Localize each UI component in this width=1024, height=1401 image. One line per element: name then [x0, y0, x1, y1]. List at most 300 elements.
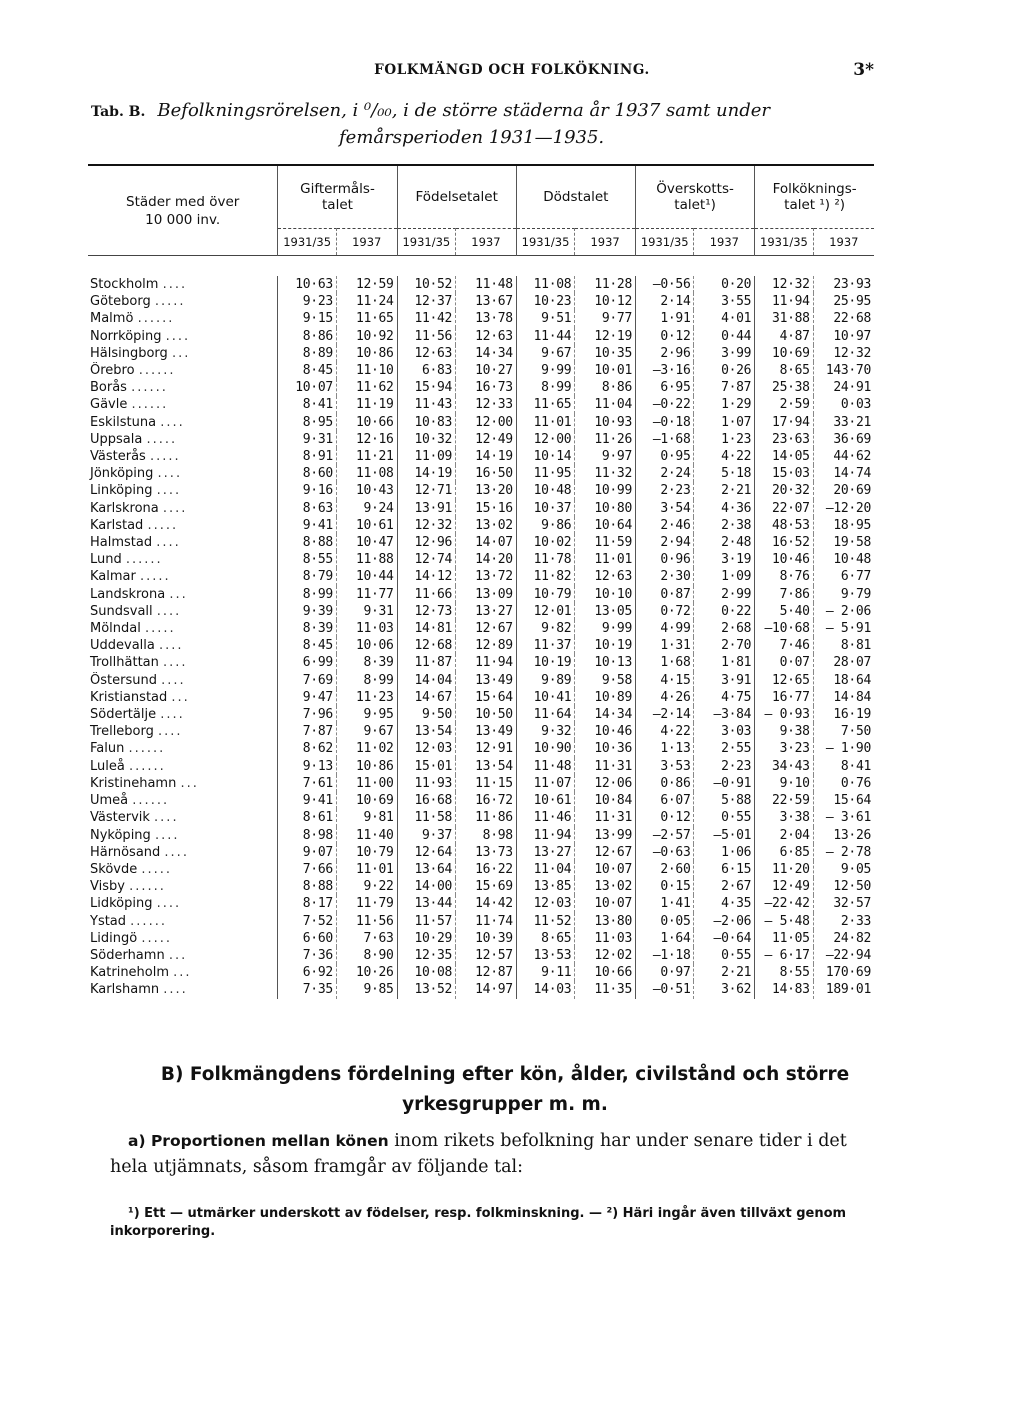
- value-cell: 8·45: [278, 362, 337, 379]
- value-cell: 0·12: [635, 328, 694, 345]
- value-cell: 2·38: [694, 517, 755, 534]
- city-header-line2: 10 000 inv.: [145, 211, 221, 228]
- value-cell: 8·95: [278, 414, 337, 431]
- value-cell: 11·40: [336, 827, 397, 844]
- city-name-cell: [88, 431, 278, 448]
- city-name: Karlstad: [90, 517, 144, 533]
- value-cell: 10·41: [516, 689, 575, 706]
- value-cell: 25·95: [813, 293, 874, 310]
- table-row: [88, 568, 874, 585]
- leader-dots: ....: [162, 500, 188, 516]
- value-cell: 11·10: [336, 362, 397, 379]
- city-name: Borås: [90, 380, 127, 396]
- city-name: Gävle: [90, 397, 128, 413]
- city-name: Lidingö: [90, 930, 138, 946]
- period-header: 1931/35: [516, 229, 575, 256]
- leader-dots: .....: [141, 930, 172, 946]
- city-name-cell: [88, 913, 278, 930]
- value-cell: 0·87: [635, 586, 694, 603]
- value-cell: 9·77: [575, 310, 636, 327]
- leader-dots: ....: [163, 655, 188, 671]
- value-cell: 2·55: [694, 740, 755, 757]
- value-cell: 0·12: [635, 809, 694, 826]
- city-name-cell: [88, 740, 278, 757]
- value-cell: 11·57: [397, 913, 456, 930]
- value-cell: 9·85: [336, 981, 397, 998]
- value-cell: 10·52: [397, 276, 456, 293]
- year-header: 1937: [813, 229, 874, 256]
- value-cell: 22·68: [813, 310, 874, 327]
- footnotes: ¹) Ett — utmärker underskott av födelser, resp. folkminskning. — ²) Häri ingår även tillväxt genom inkorporering.: [110, 1206, 847, 1239]
- value-cell: 0·76: [813, 775, 874, 792]
- value-cell: 10·61: [516, 792, 575, 809]
- value-cell: 8·45: [278, 637, 337, 654]
- value-cell: 9·39: [278, 603, 337, 620]
- value-cell: 11·03: [575, 930, 636, 947]
- leader-dots: ....: [154, 827, 180, 843]
- value-cell: 143·70: [813, 362, 874, 379]
- value-cell: 8·99: [278, 586, 337, 603]
- value-cell: 12·59: [336, 276, 397, 293]
- value-cell: —22·42: [755, 895, 814, 912]
- value-cell: 9·97: [575, 448, 636, 465]
- value-cell: 13·27: [516, 844, 575, 861]
- table-row: [88, 895, 874, 912]
- value-cell: 10·07: [575, 895, 636, 912]
- city-name-cell: [88, 654, 278, 671]
- city-name-cell: [88, 448, 278, 465]
- value-cell: 14·20: [456, 551, 517, 568]
- value-cell: 0·03: [813, 396, 874, 413]
- value-cell: 8·55: [278, 551, 337, 568]
- value-cell: 11·00: [336, 775, 397, 792]
- value-cell: 2·21: [694, 482, 755, 499]
- value-cell: 7·69: [278, 672, 337, 689]
- value-cell: —10·68: [755, 620, 814, 637]
- value-cell: 16·50: [456, 465, 517, 482]
- value-cell: 11·08: [516, 276, 575, 293]
- value-cell: 8·79: [278, 568, 337, 585]
- value-cell: 10·80: [575, 500, 636, 517]
- value-cell: 9·51: [516, 310, 575, 327]
- value-cell: 11·64: [516, 706, 575, 723]
- value-cell: 10·36: [575, 740, 636, 757]
- value-cell: 14·67: [397, 689, 456, 706]
- value-cell: 14·97: [456, 981, 517, 998]
- table-row: [88, 396, 874, 413]
- value-cell: 2·23: [635, 482, 694, 499]
- value-cell: 14·03: [516, 981, 575, 998]
- value-cell: 0·72: [635, 603, 694, 620]
- value-cell: 12·73: [397, 603, 456, 620]
- leader-dots: ....: [163, 982, 188, 998]
- value-cell: 10·19: [575, 637, 636, 654]
- leader-dots: ......: [128, 741, 166, 757]
- value-cell: 11·78: [516, 551, 575, 568]
- value-cell: 8·88: [278, 534, 337, 551]
- value-cell: 6·15: [694, 861, 755, 878]
- value-cell: —22·94: [813, 947, 874, 964]
- value-cell: 9·99: [575, 620, 636, 637]
- value-cell: 2·33: [813, 913, 874, 930]
- group-4-line2: talet ¹) ²): [784, 197, 846, 213]
- value-cell: —5·01: [694, 827, 755, 844]
- value-cell: 2·24: [635, 465, 694, 482]
- value-cell: 14·34: [456, 345, 517, 362]
- value-cell: 11·04: [516, 861, 575, 878]
- value-cell: 9·81: [336, 809, 397, 826]
- city-name: Södertälje: [90, 707, 157, 723]
- value-cell: 0·07: [755, 654, 814, 671]
- value-cell: 10·46: [575, 723, 636, 740]
- city-name-cell: [88, 482, 278, 499]
- value-cell: 10·29: [397, 930, 456, 947]
- value-cell: 11·94: [755, 293, 814, 310]
- value-cell: 4·22: [694, 448, 755, 465]
- value-cell: 4·36: [694, 500, 755, 517]
- value-cell: 2·68: [694, 620, 755, 637]
- value-cell: 7·61: [278, 775, 337, 792]
- period-header: 1931/35: [278, 229, 337, 256]
- leader-dots: ......: [130, 913, 167, 929]
- value-cell: 8·98: [456, 827, 517, 844]
- city-name-cell: [88, 568, 278, 585]
- value-cell: 12·49: [755, 878, 814, 895]
- value-cell: 8·98: [278, 827, 337, 844]
- value-cell: 0·55: [694, 809, 755, 826]
- value-cell: 23·63: [755, 431, 814, 448]
- value-cell: 11·26: [575, 431, 636, 448]
- value-cell: 10·92: [336, 328, 397, 345]
- value-cell: 16·52: [755, 534, 814, 551]
- value-cell: 11·28: [575, 276, 636, 293]
- value-cell: 14·05: [755, 448, 814, 465]
- table-body: [88, 256, 874, 999]
- value-cell: 11·15: [456, 775, 517, 792]
- value-cell: 10·44: [336, 568, 397, 585]
- table-row: [88, 431, 874, 448]
- value-cell: 9·38: [755, 723, 814, 740]
- value-cell: 11·35: [575, 981, 636, 998]
- value-cell: 31·88: [755, 310, 814, 327]
- value-cell: 12·03: [397, 740, 456, 757]
- value-cell: —0·64: [694, 930, 755, 947]
- paragraph-text: inom rikets befolkning har under senare tider i det hela utjämnats, såsom framgår av följande tal:: [110, 1131, 847, 1177]
- value-cell: 10·48: [813, 551, 874, 568]
- value-cell: 0·22: [694, 603, 755, 620]
- value-cell: 1·09: [694, 568, 755, 585]
- value-cell: 11·65: [516, 396, 575, 413]
- city-name: Lund: [90, 552, 122, 568]
- value-cell: 8·81: [813, 637, 874, 654]
- value-cell: 14·04: [397, 672, 456, 689]
- value-cell: 12·64: [397, 844, 456, 861]
- leader-dots: ....: [162, 277, 188, 292]
- value-cell: 9·67: [516, 345, 575, 362]
- period-header: 1931/35: [635, 229, 694, 256]
- city-name-cell: [88, 517, 278, 534]
- value-cell: 11·56: [397, 328, 456, 345]
- city-name-cell: [88, 396, 278, 413]
- value-cell: 10·64: [575, 517, 636, 534]
- value-cell: 11·08: [336, 465, 397, 482]
- value-cell: —0·91: [694, 775, 755, 792]
- city-name-cell: [88, 844, 278, 861]
- value-cell: 13·64: [397, 861, 456, 878]
- value-cell: 33·21: [813, 414, 874, 431]
- city-name-cell: [88, 379, 278, 396]
- leader-dots: ...: [168, 947, 188, 963]
- value-cell: 22·07: [755, 500, 814, 517]
- value-cell: 12·32: [755, 276, 814, 293]
- value-cell: 8·65: [516, 930, 575, 947]
- leader-dots: ......: [131, 380, 168, 396]
- value-cell: 2·59: [755, 396, 814, 413]
- value-cell: 11·43: [397, 396, 456, 413]
- value-cell: 8·91: [278, 448, 337, 465]
- value-cell: 6·07: [635, 792, 694, 809]
- table-row: [88, 913, 874, 930]
- value-cell: 170·69: [813, 964, 874, 981]
- value-cell: 0·44: [694, 328, 755, 345]
- statistics-table: [88, 164, 874, 999]
- value-cell: 13·44: [397, 895, 456, 912]
- value-cell: 16·77: [755, 689, 814, 706]
- year-header: 1937: [456, 229, 517, 256]
- value-cell: 7·87: [278, 723, 337, 740]
- group-3-line2: talet¹): [674, 197, 716, 213]
- city-name-cell: [88, 947, 278, 964]
- value-cell: 8·63: [278, 500, 337, 517]
- value-cell: 10·86: [336, 758, 397, 775]
- group-header-death: [516, 166, 635, 229]
- value-cell: 14·00: [397, 878, 456, 895]
- value-cell: 10·32: [397, 431, 456, 448]
- leader-dots: ....: [165, 328, 191, 344]
- value-cell: 10·48: [516, 482, 575, 499]
- table-row: [88, 672, 874, 689]
- city-name-cell: [88, 723, 278, 740]
- value-cell: 24·82: [813, 930, 874, 947]
- value-cell: 0·96: [635, 551, 694, 568]
- value-cell: 10·79: [516, 586, 575, 603]
- value-cell: 28·07: [813, 654, 874, 671]
- value-cell: 10·35: [575, 345, 636, 362]
- value-cell: 10·93: [575, 414, 636, 431]
- value-cell: 8·41: [813, 758, 874, 775]
- city-name-cell: [88, 310, 278, 327]
- table-row: [88, 310, 874, 327]
- value-cell: 13·09: [456, 586, 517, 603]
- city-name-cell: [88, 586, 278, 603]
- value-cell: 2·99: [694, 586, 755, 603]
- value-cell: 13·85: [516, 878, 575, 895]
- value-cell: 10·02: [516, 534, 575, 551]
- header-row-groups: [88, 166, 874, 229]
- value-cell: 12·96: [397, 534, 456, 551]
- leader-dots: ....: [156, 483, 182, 499]
- city-name: Landskrona: [90, 586, 166, 602]
- value-cell: 15·03: [755, 465, 814, 482]
- value-cell: 15·94: [397, 379, 456, 396]
- value-cell: 11·09: [397, 448, 456, 465]
- value-cell: 3·91: [694, 672, 755, 689]
- value-cell: 16·68: [397, 792, 456, 809]
- value-cell: 4·99: [635, 620, 694, 637]
- value-cell: 9·32: [516, 723, 575, 740]
- page-number: 3*: [853, 60, 874, 80]
- value-cell: 11·88: [336, 551, 397, 568]
- value-cell: 18·64: [813, 672, 874, 689]
- value-cell: 11·48: [516, 758, 575, 775]
- city-name: Sundsvall: [90, 603, 153, 619]
- value-cell: 8·65: [755, 362, 814, 379]
- value-cell: 1·81: [694, 654, 755, 671]
- city-name: Göteborg: [90, 294, 151, 310]
- value-cell: 9·41: [278, 792, 337, 809]
- city-name-cell: [88, 534, 278, 551]
- value-cell: 1·64: [635, 930, 694, 947]
- value-cell: 9·22: [336, 878, 397, 895]
- leader-dots: .....: [146, 431, 178, 447]
- group-4-line1: Folköknings-: [772, 181, 857, 197]
- city-name-cell: [88, 792, 278, 809]
- leader-dots: ...: [171, 689, 190, 705]
- table-row: [88, 775, 874, 792]
- group-0-line1: Giftermåls-: [300, 181, 375, 197]
- leader-dots: ....: [159, 638, 184, 654]
- city-name: Uddevalla: [90, 638, 155, 654]
- value-cell: 8·62: [278, 740, 337, 757]
- value-cell: 11·01: [516, 414, 575, 431]
- value-cell: 12·67: [575, 844, 636, 861]
- city-name-cell: [88, 981, 278, 998]
- value-cell: 11·07: [516, 775, 575, 792]
- value-cell: 25·38: [755, 379, 814, 396]
- leader-dots: .....: [149, 449, 181, 465]
- value-cell: 1·13: [635, 740, 694, 757]
- city-name: Norrköping: [90, 328, 162, 344]
- city-name-cell: [88, 276, 278, 293]
- value-cell: —3·16: [635, 362, 694, 379]
- value-cell: 10·13: [575, 654, 636, 671]
- value-cell: 11·01: [336, 861, 397, 878]
- table-row: [88, 534, 874, 551]
- city-name: Västerås: [90, 449, 146, 465]
- table-row: [88, 362, 874, 379]
- value-cell: 11·56: [336, 913, 397, 930]
- value-cell: 14·83: [755, 981, 814, 998]
- value-cell: 9·95: [336, 706, 397, 723]
- value-cell: 48·53: [755, 517, 814, 534]
- city-name: Östersund: [90, 672, 157, 688]
- value-cell: 20·69: [813, 482, 874, 499]
- group-3-line1: Överskotts-: [656, 181, 734, 197]
- value-cell: 12·37: [397, 293, 456, 310]
- value-cell: 8·17: [278, 895, 337, 912]
- table-row: [88, 689, 874, 706]
- value-cell: 6·60: [278, 930, 337, 947]
- city-name-cell: [88, 672, 278, 689]
- leader-dots: ....: [160, 414, 185, 430]
- value-cell: 2·46: [635, 517, 694, 534]
- city-name: Luleå: [90, 758, 125, 774]
- value-cell: 8·39: [278, 620, 337, 637]
- value-cell: 6·99: [278, 654, 337, 671]
- value-cell: 12·00: [456, 414, 517, 431]
- value-cell: 9·31: [336, 603, 397, 620]
- value-cell: 10·14: [516, 448, 575, 465]
- value-cell: 4·35: [694, 895, 755, 912]
- city-name: Katrineholm: [90, 965, 170, 981]
- value-cell: 14·34: [575, 706, 636, 723]
- leader-dots: ......: [138, 363, 176, 379]
- value-cell: 10·69: [336, 792, 397, 809]
- value-cell: 0·15: [635, 878, 694, 895]
- value-cell: 16·19: [813, 706, 874, 723]
- value-cell: 11·59: [575, 534, 636, 551]
- city-name-cell: [88, 500, 278, 517]
- value-cell: 10·63: [278, 276, 337, 293]
- table-row: [88, 637, 874, 654]
- value-cell: 13·54: [397, 723, 456, 740]
- value-cell: 12·68: [397, 637, 456, 654]
- leader-dots: ....: [156, 896, 182, 912]
- city-name-cell: [88, 964, 278, 981]
- value-cell: 7·50: [813, 723, 874, 740]
- value-cell: 12·19: [575, 328, 636, 345]
- value-cell: 4·75: [694, 689, 755, 706]
- city-name: Stockholm: [90, 277, 159, 292]
- leader-dots: ....: [158, 724, 183, 740]
- running-title: FOLKMÄNGD OCH FOLKÖKNING.: [374, 62, 650, 78]
- city-name-cell: [88, 689, 278, 706]
- value-cell: 12·63: [397, 345, 456, 362]
- table-row: [88, 792, 874, 809]
- value-cell: 12·71: [397, 482, 456, 499]
- value-cell: 7·63: [336, 930, 397, 947]
- value-cell: 9·79: [813, 586, 874, 603]
- value-cell: 11·37: [516, 637, 575, 654]
- value-cell: 2·94: [635, 534, 694, 551]
- value-cell: 14·19: [456, 448, 517, 465]
- value-cell: 9·24: [336, 500, 397, 517]
- value-cell: 10·46: [755, 551, 814, 568]
- value-cell: 12·35: [397, 947, 456, 964]
- value-cell: 10·83: [397, 414, 456, 431]
- table-row: [88, 517, 874, 534]
- value-cell: 3·19: [694, 551, 755, 568]
- table-row: [88, 981, 874, 998]
- value-cell: 10·26: [336, 964, 397, 981]
- value-cell: 1·07: [694, 414, 755, 431]
- value-cell: 10·79: [336, 844, 397, 861]
- value-cell: 12·02: [575, 947, 636, 964]
- leader-dots: ....: [156, 603, 182, 619]
- value-cell: —1·18: [635, 947, 694, 964]
- value-cell: 22·59: [755, 792, 814, 809]
- value-cell: 10·69: [755, 345, 814, 362]
- value-cell: 10·97: [813, 328, 874, 345]
- value-cell: 8·39: [336, 654, 397, 671]
- value-cell: 13·99: [575, 827, 636, 844]
- value-cell: 11·31: [575, 758, 636, 775]
- value-cell: 1·23: [694, 431, 755, 448]
- value-cell: 17·94: [755, 414, 814, 431]
- value-cell: 11·24: [336, 293, 397, 310]
- value-cell: 12·06: [575, 775, 636, 792]
- leader-dots: ....: [156, 535, 181, 551]
